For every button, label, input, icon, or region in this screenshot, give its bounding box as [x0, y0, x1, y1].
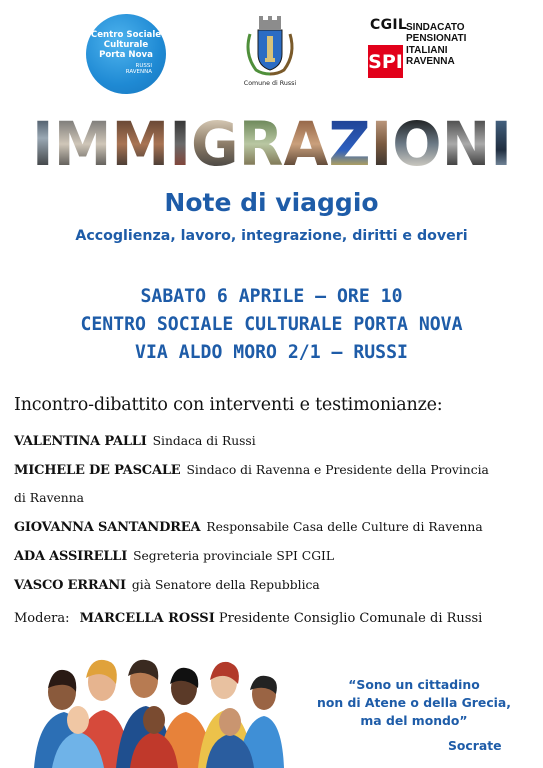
- moderator-label: Modera:: [14, 611, 70, 626]
- headline-immigrazioni: [32, 108, 512, 180]
- headline-letter: Z: [328, 108, 371, 180]
- logo-line-1: Centro Sociale: [90, 30, 162, 40]
- event-address: VIA ALDO MORO 2/1 – RUSSI: [135, 342, 408, 363]
- headline-letter: R: [238, 108, 284, 180]
- comune-di-russi-logo: [240, 14, 300, 92]
- headline-letter: I: [490, 108, 512, 180]
- spi-line-1: SINDACATO: [406, 22, 465, 33]
- logo-line-3: Porta Nova: [99, 50, 153, 60]
- page-title: Note di viaggio: [164, 188, 379, 217]
- speaker-name: ADA ASSIRELLI: [14, 549, 128, 564]
- headline-letter: I: [169, 108, 191, 180]
- moderator-role: Presidente Consiglio Comunale di Russi: [218, 611, 483, 626]
- speaker-name: VASCO ERRANI: [14, 578, 126, 593]
- cgil-text: CGIL: [370, 17, 408, 33]
- comune-caption: Comune di Russi: [243, 80, 297, 87]
- speaker-role: Sindaco di Ravenna e Presidente della Provincia: [186, 463, 489, 477]
- spi-union-name: [406, 22, 466, 68]
- speaker-role-continued: [14, 491, 84, 506]
- headline-letter: A: [283, 108, 329, 180]
- socrates-quote: [300, 676, 528, 730]
- centro-sociale-logo: [86, 14, 166, 94]
- spi-cgil-logo: [368, 18, 518, 78]
- speaker-role: già Senatore della Repubblica: [131, 578, 320, 592]
- logo-small-2: RAVENNA: [125, 69, 152, 75]
- speaker-row: [14, 549, 334, 564]
- people-group-icon: [34, 660, 284, 768]
- speaker-name: VALENTINA PALLI: [14, 434, 147, 449]
- quote-line-1: “Sono un cittadino: [348, 677, 480, 692]
- quote-line-3: ma del mondo”: [360, 713, 468, 728]
- speaker-row: [14, 463, 489, 478]
- diverse-people-illustration: [34, 640, 284, 768]
- speaker-role-cont: di Ravenna: [14, 491, 84, 505]
- quote-author: Socrate: [448, 738, 502, 753]
- speaker-role: Sindaca di Russi: [152, 434, 256, 448]
- headline-letter: M: [111, 108, 170, 180]
- headline-letter: O: [392, 108, 442, 180]
- headline-letter: I: [32, 108, 54, 180]
- speaker-role: Responsabile Casa delle Culture di Ravenna: [206, 520, 483, 534]
- coat-of-arms-icon: [240, 14, 300, 78]
- headline-letter: N: [441, 108, 491, 180]
- spi-line-2: PENSIONATI: [406, 33, 467, 45]
- page-subtitle: Accoglienza, lavoro, integrazione, diritti e doveri: [75, 228, 468, 244]
- headline-letter: I: [370, 108, 393, 180]
- event-place: CENTRO SOCIALE CULTURALE PORTA NOVA: [80, 314, 463, 335]
- spi-line-4: RAVENNA: [406, 56, 455, 68]
- quote-line-2: non di Atene o della Grecia,: [317, 695, 511, 710]
- intro-heading: Incontro-dibattito con interventi e testimonianze:: [14, 395, 443, 415]
- spi-badge: SPI: [368, 45, 403, 78]
- speaker-name: GIOVANNA SANTANDREA: [14, 520, 201, 535]
- speaker-row: [14, 578, 320, 593]
- speaker-role: Segreteria provinciale SPI CGIL: [133, 549, 335, 563]
- speaker-name: MICHELE DE PASCALE: [14, 463, 181, 478]
- speaker-row: [14, 434, 256, 449]
- moderator-name: MARCELLA ROSSI: [79, 611, 215, 626]
- spi-line-3: ITALIANI: [406, 44, 448, 56]
- speaker-row: [14, 520, 483, 535]
- logo-line-2: Culturale: [103, 40, 149, 50]
- headline-letter: M: [53, 108, 112, 180]
- moderator-row: [14, 611, 482, 626]
- headline-letter: G: [191, 108, 239, 180]
- event-date: SABATO 6 APRILE – ORE 10: [140, 286, 403, 307]
- logo-small-1: RUSSI: [135, 63, 152, 69]
